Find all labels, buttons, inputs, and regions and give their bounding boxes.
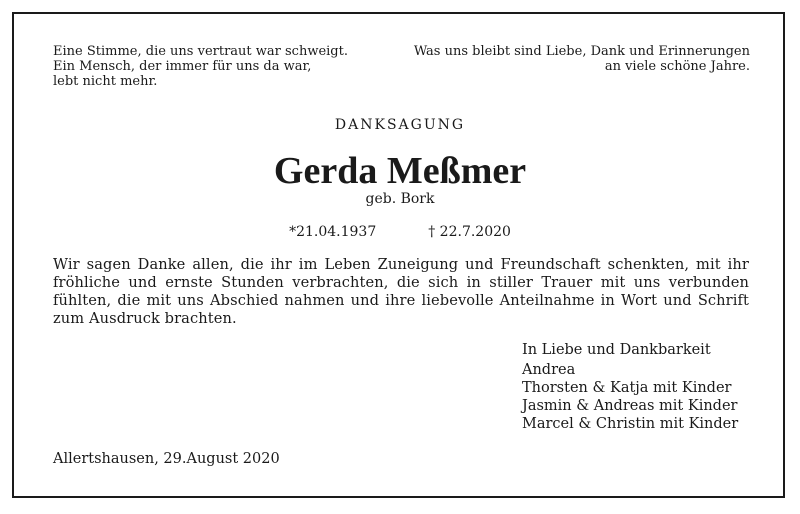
- verse-right-line: Was uns bleibt sind Liebe, Dank und Erinnerungen: [413, 44, 750, 59]
- birth-date: *21.04.1937: [289, 224, 377, 240]
- signature-block: [522, 341, 738, 433]
- verse-left: [53, 44, 348, 89]
- death-date: † 22.7.2020: [428, 224, 511, 240]
- life-dates: [0, 224, 800, 240]
- signature-name: Jasmin & Andreas mit Kinder: [522, 398, 738, 414]
- notice-heading: DANKSAGUNG: [334, 117, 466, 133]
- verse-left-line: Eine Stimme, die uns vertraut war schweigt.: [53, 44, 348, 59]
- thank-you-message: Wir sagen Danke allen, die ihr im Leben Zuneigung und Freundschaft schenkten, mit ihr fröhliche und ernste Stunden verbrachten, die sich in stiller Trauer mit uns verbunden fühlten, die mit uns Abschied nahmen und ihre liebevolle Anteilnahme in Wort und Schrift zum Ausdruck brachten.: [53, 256, 749, 327]
- verse-right: [414, 44, 750, 74]
- verse-left-line: Ein Mensch, der immer für uns da war,: [53, 59, 312, 74]
- place-and-date: Allertshausen, 29.August 2020: [53, 451, 280, 467]
- verse-right-line: an viele schöne Jahre.: [604, 59, 750, 74]
- signature-name: Thorsten & Katja mit Kinder: [522, 380, 732, 396]
- verse-left-line: lebt nicht mehr.: [53, 74, 158, 89]
- maiden-name: geb. Bork: [365, 191, 435, 207]
- deceased-name: Gerda Meßmer: [273, 150, 527, 192]
- signature-intro: In Liebe und Dankbarkeit: [522, 342, 711, 358]
- signature-name: Andrea: [522, 362, 576, 378]
- signature-name: Marcel & Christin mit Kinder: [522, 416, 739, 432]
